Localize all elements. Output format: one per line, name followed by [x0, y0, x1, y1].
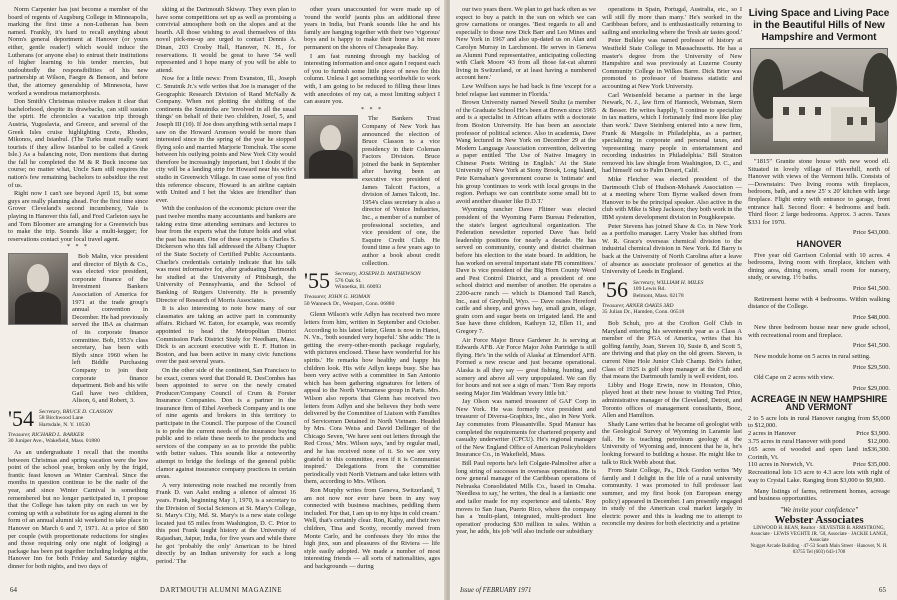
class-year: '56 [602, 276, 628, 302]
listing-text: New three bedroom house near new grade school, with recreational room and fireplace. [748, 324, 890, 339]
list-item: Recreational lots 1/3 acre to 4.3 acre lots with right of way to Crystal Lake. Ranging from $3,000 to $9,900. [748, 469, 890, 484]
listing-price: Price $41,500. [852, 284, 890, 292]
paragraph: Bob Malin, vice president and director of Blyth & Co., was elected vice president, corporate finance of the Investment Bankers Association of America for 1971 at the trade group's annual convention in December. He had previously served the IBA as chairman of its corporate finance committee. Bob, 1953's class secretary, has been with Blyth since 1960 when he left Biddle Purchasing Company to join their corporate finance department. Bob and his wife Gail have two children, Alison, 6, and Robert, 3. [72, 253, 148, 405]
acreage-list [748, 415, 890, 485]
house-photo [750, 48, 888, 154]
secretary-city: Winnetka, Ill. 60093 [334, 284, 382, 291]
paragraph: As an undergraduate I recall that the months between Christmas and spring vacation were the low point of the school year, broken only by the frigid, frantic feast known as Winter Carnival. Since the months in question continue to be the nadir of the year, and since Winter Carnival is something remembered but no longer participated in, I propose that the College has taken pity on each us we by coming up with a substitute for us aging alumni in the form of an annual alumni ski weekend to take place in Hanover on March 6 and 7, 1971. At a price of $80 per couple (with proportionate reductions for singles and those requiring only one night of lodging) a package has been put together including lodging at the Hanover Inn for both Friday and Saturday nights, dinner for both nights, and two days of [8, 449, 148, 570]
ad-tagline: "We invite your confidence" [779, 505, 859, 514]
class-year: '55 [304, 268, 330, 294]
listing-text: Retirement home with 4 bedrooms. Within walking distance of the College. [748, 295, 890, 311]
class-56-treasurer: Treasurer, ARNER OAKES 3RD 35 Julian Dr., Hamden, Conn. 06518 [602, 302, 685, 316]
list-item: 3.75 acres in rural Hanover with pond $12,000. [748, 438, 890, 446]
listing-price: Price $29,500. [852, 363, 890, 371]
paragraph: A very interesting note reached me recently from Frank D. van Aalst ending a silence of almost 16 years. Frank, beginning May 1, 1970, is a secretary to the Division of Social Sciences at St. Mary's College, St. Mary's City, Md. St. Mary's is a new state college located just 65 miles from Washington, D. C. Prior to this post Frank taught history at the University of Rajasthan, Jaipur, India, for five years and while there he got 'probably the only' American to be hired directly by an Indian university for such a long period.' The [156, 481, 296, 565]
column-right-1 [456, 6, 596, 554]
ad-closing: Many listings of farms, retirement homes, acreage and business opportunities. [748, 487, 890, 503]
secretary-line: Secretary, WILLIAM H. MILES [632, 279, 704, 286]
paragraph: Glenn Wilson's wife Adlyn has received two more letters from him, written in September and October. According to his latest letter, Glenn is now in Hanoi, N. Vn., 'both sounded very hopeful.' She adds: 'He is getting the every-other-month package regularly, with pictures enclosed. These have wonderful for his spirits.' He remarks how healthy and happy his children look. His wife Adlyn keeps busy. She has been very active with a committee in San Antonio which has been gathering signatures for letters of appeal to the North Vietnamese group in Paris. Mrs. Wilson also reports that Glenn has received two letters from Adlyn and she believes they both were delivered by the Committee of Liaison with Families of Servicemen Detained in North Vietnam. Headed by Mrs. Cora Weiss and David Dellinger of the Chicago Seven, 'We have sent out letters through the Red Cross,' Mrs. Wilson says, 'and by regular mail, and he has received none of it. So we are very grateful to this committee, even if it is Communist inspired.' Delegations from the committee periodically visit North Vietnam and take letters with them, according to Mrs. Wilson. [304, 311, 440, 486]
listing-text: Old Cape on 2 acres with view. [754, 374, 834, 382]
paragraph: Libby and Hoge Erwin, now in Houston, Ohio, played host at their new house to visiting Ted Price, administrative manager of the Cleveland, Detroit, and Toronto offices of management consultants, Booz, Allen and Hamilton. [602, 381, 742, 420]
ad-title: Living Space and Living Pace in the Beautiful Hills of New Hampshire and Vermont [748, 8, 890, 43]
column-right-2 [602, 6, 742, 554]
paragraph: Mike Fletcher was elected president of the Dartmouth Club of Hudson-Mohawk Association — at a meeting where Tom Byrne walked down from Hanover to be the principal speaker. Also active in the club with Mike is Shep Jackson; they both work in the IBM system development division in Poughkeepsie. [602, 176, 742, 222]
separator: * * * [67, 244, 89, 251]
separator: * * * [361, 106, 383, 113]
list-item: 2 acres in Hanover Price $3,900. [748, 430, 890, 438]
paragraph: Peter Stevens has joined Shaw & Co. in New York as a portfolio manager. Larry Vosler has shifted from W. R. Grace's overseas chemical division to the industrial chemical division in New York. Ed Barry is back at the University of North Carolina after a leave of absence as associate professor of genetics at the University of Leeds in England. [602, 222, 742, 276]
page-number-left: 64 [10, 586, 17, 594]
class-56-header [602, 276, 742, 302]
paragraph: Norm Carpenter has just become a member of the board of regents of Augsburg College in Minneapolis, marking the first time a non-Lutheran has been named. Frankly, it's hard to recall anything about Norm's general deportment at Hanover (or yours either, gentle reader!) which would induce the Lutherans (or anyone else) to entrust their institutions of higher learning to his tender mercies, but undoubtedly the responsibilities of his new partnership at Wilson, Faegre & Benson, and before that, the attorney generalship of Minnesota, have worked a wondrous metamorphosis. [8, 6, 148, 97]
listing-price: Price $29,000. [852, 384, 890, 392]
ad-section-heading: ACREAGE IN NEW HAMPSHIRE AND VERMONT [750, 394, 888, 413]
paragraph: Bill Paul reports he's left Colgate-Palmolive after a long string of successes in overseas operations. He is now general manager of the Caribbean operations of Nebraska Consolidated Mills Co., based in Omaha. 'Needless to say,' he writes, 'the deal is a fantastic one and tailor made for my experience and talents.' Roy moves to San Juan, Puerto Rico, where the company has a 'multi-plant, integrated, multi-product line operation' producing $30 million in sales. Within a year, he adds, his job 'will also include our subsidiary [456, 460, 596, 536]
real-estate-ad [748, 6, 890, 554]
paragraph: With the confusion of the economic picture over the past twelve months many accountants and bankers are taking extra time attending seminars and lectures to hear from the experts what the future holds and what the past has meant. One of these experts is Charles S. Dickerson who this fall addressed the Albany Chapter of the State Society of Certified Public Accountants. Charlie's credentials certainly indicate that his talk was most informative for, after graduating Dartmouth he studied at the University of Pittsburgh, the University of Pennsylvania, and the School of Banking of Rutgers University. He is presently Director of Research of Morris Associates. [156, 205, 296, 304]
paragraph: Air Force Major Bruce Gardener Jr. is serving at Edwards AFB. Air Force Major John Partridge is still flying. He's 'in the wilds of Alaska' at Elmendorf AFB. Formed a new rescue and just became operational. Alaska is all they say — great fishing, hunting, and scenery and above all very unpopulated. We can fly for hours and not see a sign of man.' Tom Ray reports seeing Major Jim Waldman 'every little bit.' [456, 336, 596, 397]
paragraph: Jay Olson was named treasurer of GAF Corp in New York. He was formerly vice president and treasurer of Diversa-Graphics, Inc., also in New York. Jay commutes from Pleasantville. Spud Mansur has completed the requirements for chartered property and casualty underwriter (CPCU). He's regional manager of the New England Office of American Policyholders Insurance Co., in Wakefield, Mass. [456, 398, 596, 459]
listing-price: Price $41,500. [852, 342, 890, 350]
class-54-header [8, 405, 148, 431]
class-55-header [304, 268, 440, 294]
paragraph: operations in Spain, Portugal, Australia, etc., so I will still fly more than many.' He's worked in the Caribbean before, and is enthusiastically returning to sailing and snorkeling where the 'fresh air tastes good.' [602, 6, 742, 36]
column-left-3 [304, 6, 440, 570]
firm-people: LINWOOD H. BEAN, Realtor · SILVESTER B. ARMSTRONG, Associate · LEWIS VEGHTE JR. '50, Associate · JACKIE LANGE, Associate [750, 526, 888, 544]
secretary-city: Hartsdale, N. Y. 10530 [38, 422, 90, 429]
ad-section-heading: HANOVER [796, 238, 842, 249]
right-page [450, 0, 896, 600]
paragraph: Lew Wolfson says he had back is fine 'except for a brief relapse last summer in Florida.' [456, 82, 596, 98]
paragraph: Bob Schuh, pro at the Crofton Golf Club in Maryland entering his seventeenth year as a Class A member of the PGA of America, writes that his golfing family, Joan, Steven 10, Susie 8, and Scott 5, are thriving and that play on the old green. Steven, is current Nine Hole Junior Club Champ. Bob's father, Class of 1925 is golf shop manager at the Club and that means the Dartmouth family is well evident, too. [602, 319, 742, 381]
paragraph: The Bankers Trust Company of New York has announced the election of Bruce Classon to a vice presidency in their Coleman Factors Division. Bruce joined the bank in September after having been an executive vice president of James Talcott Factors, a division of James Talcott, Inc. 1954's class secretary is also a director of Venice Industries, Inc., a member of a number of professional societies, and vice president of one, the Esquire Credit Club. He found time a few years ago to author a book about credit collection. [362, 115, 440, 267]
paragraph: Now for a little news: From Evanston, Ill., Joseph C. Smutnik Jr.'s wife writes that Joe is manager of the Geographic Research Division of Rand McNally & Company. When not plotting the shifting of the continents the Smutniks are 'involved in all the usual things' on behalf of their two children, Josef, 5, and Joseph III (10). If Joe does anything with serial maps I saw on the Howard Aronson would be more than interested since in the spring of the year he stopped flying solo and married Marjorie Tomchuk. The scene between his outlying points and New York City would therefore be increasingly important, but I doubt if the city will be a landing strip for Howard near his wife's studio in Greenwich Village. In case some of you find this reference obscure, Howard is an airline captain with United and I bet the 'skies are friendlier' than ever. [156, 75, 296, 204]
paragraph: From State College, Pa., Dick Gordon writes 'My family and I delight in the life of a rural university community. I was promoted to full professor last summer, and my first book (on European energy policy) appeared in December. I am presently engaged in study of the American coal market largely in electric power and this is leading me to attempt to reconcile my desires for both electricity and a pristine [602, 467, 742, 528]
magazine-name: DARTMOUTH ALUMNI MAGAZINE [160, 587, 282, 594]
firm-name: Webster Associates [774, 513, 864, 526]
class-55-treasurer: Treasurer, JOHN G. HOMAN 50 Wanneck Dr., Westport, Conn. 06880 [304, 294, 395, 307]
paragraph: On the other side of the continent, San Francisco to be exact, comes word that Donald R. DesCombes has been appointed to serve on the newly created Producer/Company Council of Crum & Forster Insurance Companies. Don is a partner in the insurance firm of Ethel Averbeck Company and is one of nine agents and brokers in this territory to participate in the Council. The purpose of the Council is to probe the current needs of the insurance buying public and to relate these needs to the products and services of the company so as to provide the public with better values. This sounds like a noteworthy attempt to bridge the feelings of the general public clamor against insurance company practices in certain areas. [156, 366, 296, 481]
left-page [0, 0, 446, 600]
listing-text: "1815" Granite stone house with new wood ell. Situated in lovely village of Haverhill, north of Hanover with views of the Vermont hills. Consists of—Downstairs: Two living rooms with fireplaces, bedroom, bath, and a new 25' x 20' kitchen with large fireplace. Flight entry with entrance to garage, front entrance hall. Second floor: 4 bedrooms and bath. Third floor: 2 large bedrooms. Approx. 3 acres. Taxes $331 for 1970. [748, 158, 890, 226]
list-item: 110 acres in Norwich, Vt. Price $35,000. [748, 461, 890, 469]
paragraph: Ron Murphy writes from Geneva, Switzerland, 'I am not now nor ever have been in any way connected with business machines, peddling them included. For that, I am up to my hips in cold cream.' Well, that's certainly clear. Ron, Kathy, and their two children, Tina and Scotty, recently moved from Monte Carlo, and he confesses they 'do miss the high jinx, sun and pleasures of the Riviera — life style easily adopted. We made a number of most interesting friends — all sorts of nationalities, ages and backgrounds — during [304, 487, 440, 570]
paragraph: I am fast running through my backlog of interesting information and once again I request each of you to furnish some little piece of news for this column. Unless I get something worthwhile to work with, I am going to be reduced to filling these lines with anecdotes of my cat, a most limiting subject I can assure you. [304, 52, 440, 106]
secretary-line: Secretary, JOSEPH D. MATHEWSON [334, 271, 421, 278]
secretary-address: 58 Birchwood Lane [38, 415, 84, 422]
listing-price: Price $48,000. [852, 313, 890, 321]
class-54-treasurer: Treasurer, RICHARD L. BARKER 30 Juniper Ave., Wakefield, Mass. 01880 [8, 431, 100, 445]
column-left-1 [8, 6, 148, 570]
paragraph: skiing at the Dartmouth Skiway. They even plan to have some competitions set up as well as promising a convivial atmosphere both on the slopes and at the hearth. All those wishing to avail themselves of this novel pick-me-up are urged to contact Dennis A. Dinan, 203 Crosby Hall, Hanover, N. H., for reservations. It would be great to have '54 well represented and I hope many of you will be able to attend. [156, 6, 296, 74]
paragraph: our two years there. We plan to get back often as we expect to buy a patch in the sun on which we can grow carnations or oranges. 'Best regards to all and especially to those now Dick Barr and Leo Mines and New York in 1967 and also up-dated us on Alan and Carolyn Murray in Larchmont. He serves in Geneva as Alumni Fund representative, anticipating collecting with Clark Moore '43 from all those fat-cat alumni living in Switzerland, or at least having a numbered account here.' [456, 6, 596, 82]
list-item: 165 acres of wooded and open land in Corinth, Vt. $36,300. [748, 445, 890, 461]
paragraph: Carl Weisenfeld became a partner in the large Newark, N. J., law firm of Hannoch, Weisman, Stern & Besser. He writes happily, 'I continue to specialize in tax matters, which I fortunately find more like play than work.' Dave Steinberg entered into a new firm, Frank & Margolis in Philadelphia, as a partner, specializing in corporate and personal taxes, and 'representing many people in entertainment and recording industries in Philadelphia.' Bill Stratton removed his law shingle from Washington, D. C., and had himself out to Palm Desert, Calif. [602, 91, 742, 175]
paragraph: other years unaccounted for were made up of 'round the world' jaunts plus an additional three years in India, but Frank sounds like he and his family are hanging together with their two 'vigorous' boys and is happy to make their home a bit more permanent on the shores of Chesapeake Bay. [304, 6, 440, 51]
secretary-address: 109 Lewis Rd. [632, 286, 666, 293]
paragraph: Don Smith's Christmas missive makes it clear that bachelorhood, despite its drawbacks, can still sustain the spirit. He chronicles a vacation trip through Austria, Yugoslavia, and Greece, and several of the Greek Isles cruise highlighting Crete, Rhodes, Mikonos, and Istanbul. (The Turks must really want tourists if they allow Istanbul to be called a Greek Isle.) As a balancing note, Don mentions that during the fall he completed the M & R Buck income tax course; no matter what, Uncle Sam still requires the nation's few remaining bachelors to subsidize the rest of us. [8, 98, 148, 189]
secretary-city: Belmont, Mass. 02178 [632, 292, 684, 299]
paragraph: Brown University named Newell Stultz (a member of the Graduate School He's been at Brown since 1965 and is a specialist in African affairs with a doctorate from Boston University. He has been an associate professor of political science. Also in academia, Dave Wang lectured in New York on December 29 at the Modern Language Association convention, delivering a paper entitled 'The Use of Native Imagery in Chinese Poets Writing in English.' At the State University of New York at Stony Brook, Long Island, Pete Kernahan's government course is 'intimate' and his group 'continues to work with local groups in the region. Perhaps we can contribute some small bit to avoid another disaster like D.D.T.' [456, 99, 596, 205]
paragraph: Wyoming rancher Dave Flitner was elected president of the Wyoming Farm Bureau Federation, the state's largest agricultural organization. The Federation newsletter reported Dave 'has held leadership positions for nearly a decade. He has served on community, county and district chairman before his election to the state board. In addition, he has worked on several important state FB committees.' Dave is vice president of the Big Horn County Weed and Pest Control District, and a president of one school district and member of another. He operates a 2200-acre ranch — which is Diamond Tail Ranch, Inc., east of Greybull, Wyo. — Dave raises Hereford cattle and sheep, and grows hay, small grain, silage, grain corn and sugar beets on irrigated land. He and Sue have three children, Kathryn 12, Ellen 11, and Gregory 7. [456, 206, 596, 335]
paragraph: Peter Bulkley was named professor of history at Westfield State College in Massachusetts. He has a master's degree from the University of New Hampshire and was previously at Luzerne County Community College in Wilkes Barre. Dick Brier was promoted to professor of business statistic and accounting at New York University. [602, 37, 742, 90]
paragraph: Shady Lane writes that he became oil geologist with the Geological Survey of Wyoming in Laramie last fall. He is teaching petroleum geology at the University of Wyoming and, innocent that he is, he's looking forward to building a house. He might like to talk to Rick Webb about that. [602, 420, 742, 466]
page-number-right: 65 [879, 586, 886, 594]
portrait-photo-bruce-classon [304, 115, 358, 179]
listing-text: New module home on 5 acres in rural setting. [754, 353, 871, 361]
issue-date: Issue of FEBRUARY 1971 [460, 587, 532, 594]
secretary-address: 576 Oak St. [334, 277, 362, 284]
class-year: '54 [8, 405, 34, 431]
paragraph: Right now I can't see beyond April 15, but some guys are really planning ahead. For the first time since Grover Cleveland's second incumbency, Yale is playing in Hanover this fall, and Fred Carleton says he and Tom Bloomer are arranging for a Greenwich bus to make the trip. Sounds like a multi-kegger; for reservations contact your local travel agent. [8, 190, 148, 243]
column-left-2 [156, 6, 296, 565]
ad-signature [748, 507, 890, 556]
listing-text: Five year old Garrison Colonial with 10 acres. 4 bedrooms, living room with fireplace, kitchen with dining area, dining room, small room for nursery, study, or sewing. 1½ baths. [748, 251, 890, 282]
portrait-photo-bob-malin [8, 253, 68, 325]
firm-address: Nugget Arcade Building · 47-53 South Main Street · Hanover, N. H. 03755 Tel (603) 643-1700 [750, 544, 888, 556]
list-item: 2 to 5 acre lots in rural Hanover ranging from $5,000 to $12,000. [748, 414, 890, 430]
listing-price: Price $43,000. [852, 229, 890, 237]
secretary-line: Secretary, BRUCE D. CLASSON [38, 408, 113, 415]
paragraph: It is also interesting to note how many of our classmates are taking an active part in community affairs. Richard W. Eaton, for example, was recently appointed to head the Metropolitan District Commission Park District Study for Needham, Mass. Dick is an account executive with E. F. Hutton in Boston, and has been active in many civic functions over the past several years. [156, 305, 296, 366]
